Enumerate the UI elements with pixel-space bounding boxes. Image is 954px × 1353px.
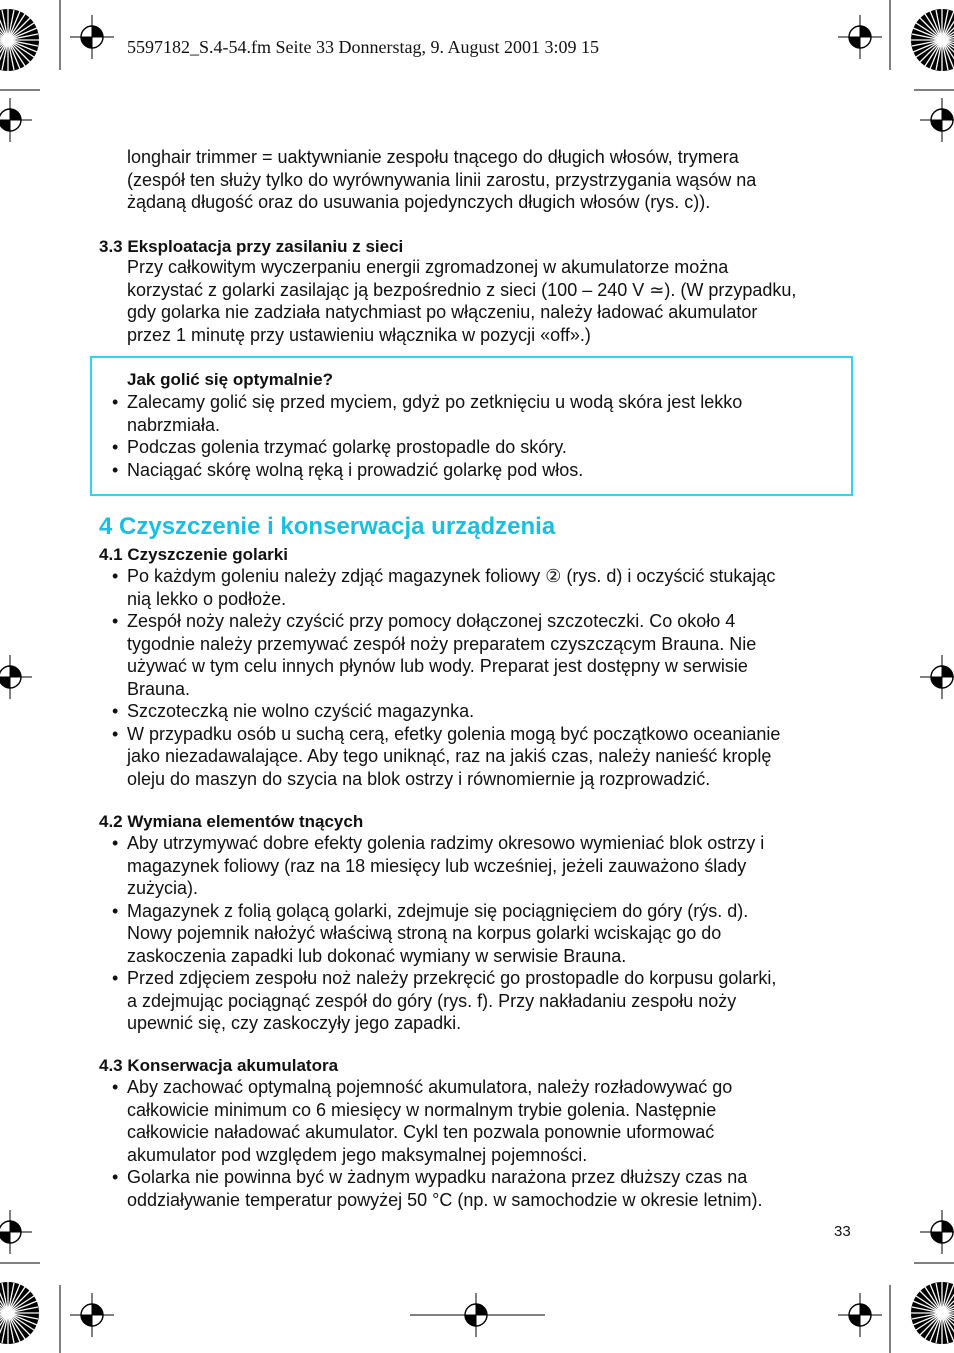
list-item: • Przed zdjęciem zespołu noż należy przekręcić go prostopadle do korpusu golarki, a zdejmując pociągnąć zespół do góry (rys. f). Przy nakładaniu zespołu noży upewnić się, czy zaskoczyły jego zapadki.	[112, 968, 777, 1033]
heading-4-2: 4.2 Wymiana elementów tnących	[99, 812, 364, 831]
list-item: • Magazynek z folią golącą golarki, zdejmuje się pociągnięciem do góry (rýs. d). Nowy pojemnik nałożyć właściwą stroną na korpus golarki wciskając go do zaskoczenia zapadki lub dokonać wymiany w serwisie Brauna.	[112, 900, 749, 966]
list-item: • Aby zachować optymalną pojemność akumulatora, należy rozładowywać go całkowicie minimum co 6 miesięcy w normalnym trybie golenia. Następnie całkowicie naładować akumulator. Cykl ten pozwala ponownie uformować akumulator pod względem jego maksymalnej pojemności.	[112, 1077, 733, 1165]
heading-3-3: 3.3 Eksploatacja przy zasilaniu z sieci	[99, 237, 404, 256]
list-item: • Aby utrzymywać dobre efekty golenia radzimy okresowo wymieniać blok ostrzy i magazynek foliowy (raz na 18 miesięcy lub wcześniej, jeżeli zauważono ślady zużycia).	[112, 833, 765, 898]
page-number: 33	[834, 1223, 851, 1240]
heading-4-3: 4.3 Konserwacja akumulatora	[99, 1056, 339, 1075]
list-item: • W przypadku osób u suchą cerą, efetky golenia mogą być początkowo oceanianie jako niezadawalające. Aby tego uniknąć, raz na jakiś czas, należy nanieść kroplę oleju do maszyn do szycia na blok ostrzy i równomiernie ją rozprowadzić.	[112, 723, 781, 789]
tip-list	[99, 391, 859, 481]
list-4-3	[99, 1076, 859, 1211]
tip-title: Jak golić się optymalnie?	[127, 370, 333, 389]
paragraph-3-3: Przy całkowitym wyczerpaniu energii zgromadzonej w akumulatorze można korzystać z golarki zasilając ją bezpośrednio z sieci (100 – 240 V ≃). (W przypadku, gdy golarka nie zadziała natychmiast po włączeniu, należy ładować akumulator przez 1 minutę przy ustawieniu włącznika w pozycji «off».)	[127, 257, 797, 345]
list-item: • Zespół noży należy czyścić przy pomocy dołączonej szczoteczki. Co około 4 tygodnie należy przemywać zespół noży preparatem czyszczącym Brauna. Nie używać w tym celu innych płynów lub wody. Preparat jest dostępny w serwisie Brauna.	[112, 611, 757, 699]
list-item: • Golarka nie powinna być w żadnym wypadku narażona przez dłuższy czas na oddziaływanie temperatur powyżej 50 °C (np. w samochodzie w okresie letnim).	[112, 1167, 763, 1210]
list-item: • Po każdym goleniu należy zdjąć magazynek foliowy ② (rys. d) i oczyścić stukając nią lekko o podłoże.	[112, 566, 776, 609]
section-4-title: 4 Czyszczenie i konserwacja urządzenia	[99, 513, 556, 540]
heading-4-1: 4.1 Czyszczenie golarki	[99, 545, 288, 564]
file-header: 5597182_S.4-54.fm Seite 33 Donnerstag, 9. August 2001 3:09 15	[127, 37, 599, 57]
list-item: • Zalecamy golić się przed myciem, gdyż po zetknięciu u wodą skóra jest lekko nabrzmiała.	[112, 392, 743, 435]
intro-paragraph: longhair trimmer = uaktywnianie zespołu tnącego do długich włosów, trymera (zespół ten służy tylko do wyrównywania linii zarostu, przystrzygania wąsów na żądaną długość oraz do usuwania pojedynczych długich włosów (rys. c)).	[127, 147, 757, 212]
list-item: • Naciągać skórę wolną ręką i prowadzić golarkę pod włos.	[112, 459, 584, 480]
list-4-2	[99, 832, 859, 1035]
list-item: • Podczas golenia trzymać golarkę prostopadle do skóry.	[112, 437, 567, 457]
list-item: • Szczoteczką nie wolno czyścić magazynka.	[112, 701, 475, 721]
list-4-1	[99, 565, 859, 790]
